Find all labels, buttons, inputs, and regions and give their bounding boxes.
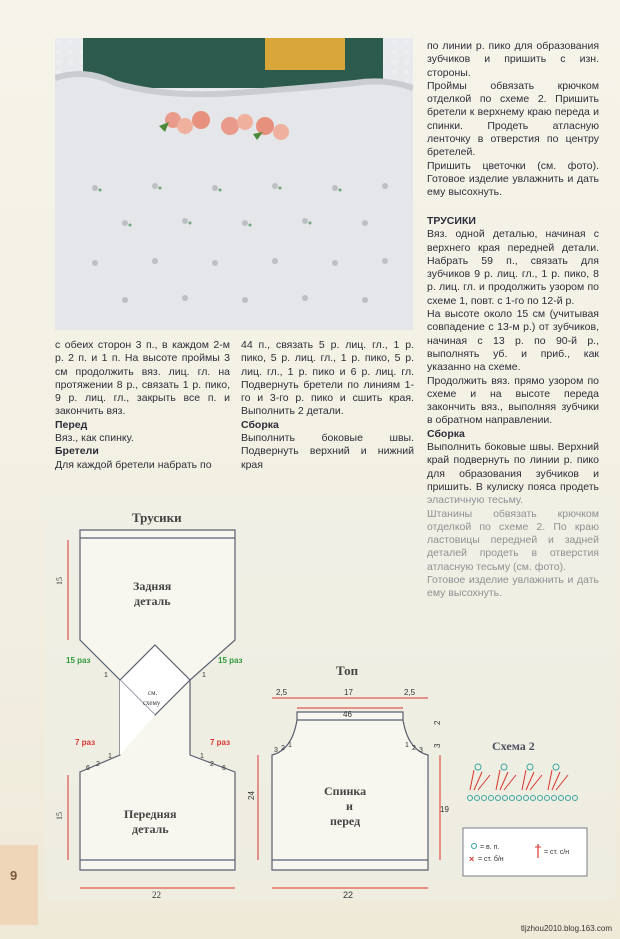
paragraph: На высоте около 15 см (учитывая совпадение с 13-м р.) от зубчиков, начиная с 13 р. по 90-й р., выполнять уб. и приб., как указанно на схеме. <box>427 308 599 374</box>
dim-top-right: 2,5 <box>404 688 416 697</box>
section-heading-front: Перед <box>55 418 88 431</box>
dim-top-mid: 17 <box>344 688 353 697</box>
section-heading-panties: ТРУСИКИ <box>427 215 476 227</box>
top-num-1-right: 1 <box>405 742 409 749</box>
rep-15-right: 15 раз <box>218 656 243 665</box>
legend-single-crochet: = ст. б/н <box>478 856 504 863</box>
top-num-1-left: 1 <box>288 742 292 749</box>
scheme-2-title: Схема 2 <box>492 739 535 753</box>
dim-right-small-1: 3 <box>433 743 442 748</box>
right-column-top <box>427 40 599 200</box>
rep-15-left: 15 раз <box>66 656 91 665</box>
rep-7-left: 7 раз <box>75 738 96 747</box>
section-heading-assembly: Сборка <box>241 418 279 431</box>
dim-right-small-2: 2 <box>433 720 442 725</box>
top-num-2-right: 2 <box>412 745 416 752</box>
paragraph: по линии р. пико для образования зубчиков и пришить с изн. стороны. <box>427 40 599 79</box>
paragraph: Выполнить боковые швы. Подвернуть верхний и нижний края <box>241 432 414 471</box>
num-1-right: 1 <box>202 672 206 679</box>
paragraph: Выполнить боковые швы. Верхний край подвернуть по линии р. пико для образования зубчиков и пришить. В кулиску пояса продеть <box>427 441 599 493</box>
back-label-1: Задняя <box>133 579 172 593</box>
footer-url: tljzhou2010.blog.163.com <box>520 924 612 933</box>
num-6-right: 6 <box>222 765 226 772</box>
section-heading-straps: Бретели <box>55 445 99 458</box>
knitted-top-photo <box>55 38 413 330</box>
center-label-1: см. <box>148 689 158 697</box>
legend-sc-icon: × <box>469 854 475 864</box>
top-num-3-right: 3 <box>419 747 423 754</box>
top-label-2: и <box>346 799 353 813</box>
num-2-right: 2 <box>210 761 214 768</box>
paragraph: Вяз., как спинку. <box>55 432 134 445</box>
top-num-2-left: 2 <box>281 745 285 752</box>
section-heading-assembly: Сборка <box>427 427 465 440</box>
paragraph: Для каждой бретели набрать по <box>55 458 212 471</box>
page-number: 9 <box>10 868 18 883</box>
num-6-left: 6 <box>86 765 90 772</box>
dim-bottom: 22 <box>152 890 161 900</box>
num-2-left: 2 <box>96 761 100 768</box>
front-label-1: Передняя <box>124 807 177 821</box>
dim-inner: 46 <box>343 710 352 719</box>
dim-right: 19 <box>440 805 449 814</box>
dim-top-bottom: 22 <box>343 890 354 900</box>
legend-double-crochet: = ст. с/н <box>544 849 570 856</box>
paragraph: Вяз. одной деталью, начиная с верхнего края передней детали. Набрать 59 п., связать для зубчиков 9 р. лиц. гл., 1 р. пико, 8 р. лиц. гл. и продолжить узором по схеме 1, повт. с 1-го по 12-й р. <box>427 228 599 307</box>
left-column <box>55 339 230 472</box>
paragraph: Проймы обвязать крючком отделкой по схеме 2. Пришить бретели к верхнему краю переда и спинки. Продеть атласную ленточку в отверстия по центру бретелей. <box>427 79 599 159</box>
paragraph: Пришить цветочки (см. фото). Готовое изделие увлажнить и дать ему высохнуть. <box>427 159 599 199</box>
top-label-3: перед <box>330 814 361 828</box>
back-label-2: деталь <box>134 594 171 608</box>
num-1-right-low: 1 <box>200 753 204 760</box>
middle-column <box>241 339 414 472</box>
paragraph: 44 п., связать 5 р. лиц. гл., 1 р. пико, 5 р. лиц. гл., 1 р. пико, 5 р. лиц. гл., 1 р. пико и 6 р. лиц. гл. Подвернуть бретели по линиям 1-го и 3-го р. пико и сшить края. Выполнить 2 детали. <box>241 339 414 418</box>
panties-title: Трусики <box>132 510 182 525</box>
top-title: Топ <box>336 663 359 678</box>
dim-side-bottom: 15 <box>55 812 64 820</box>
num-1-left: 1 <box>104 672 108 679</box>
center-label-2: схему <box>143 699 161 707</box>
legend-chain: = в. п. <box>480 844 500 851</box>
dim-left: 24 <box>247 791 256 800</box>
dim-side-top: 15 <box>55 577 64 585</box>
paragraph: с обеих сторон 3 п., в каждом 2-м р. 2 п. и 1 п. На высоте проймы 3 см продолжить вяз. лиц. гл. на протяжении 8 р., связать 1 р. пико, 9 р. лиц. гл., закрыть все п. и закончить вяз. <box>55 339 230 418</box>
num-1-left-low: 1 <box>108 753 112 760</box>
dim-top-left: 2,5 <box>276 688 288 697</box>
top-label-1: Спинка <box>324 784 367 798</box>
rep-7-right: 7 раз <box>210 738 231 747</box>
front-label-2: деталь <box>132 822 169 836</box>
paragraph: Продолжить вяз. прямо узором по схеме и на высоте переда закончить вяз., выполняя зубчики в обратном направлении. <box>427 374 599 427</box>
patterns-diagram <box>0 490 620 920</box>
top-num-3-left: 3 <box>274 747 278 754</box>
